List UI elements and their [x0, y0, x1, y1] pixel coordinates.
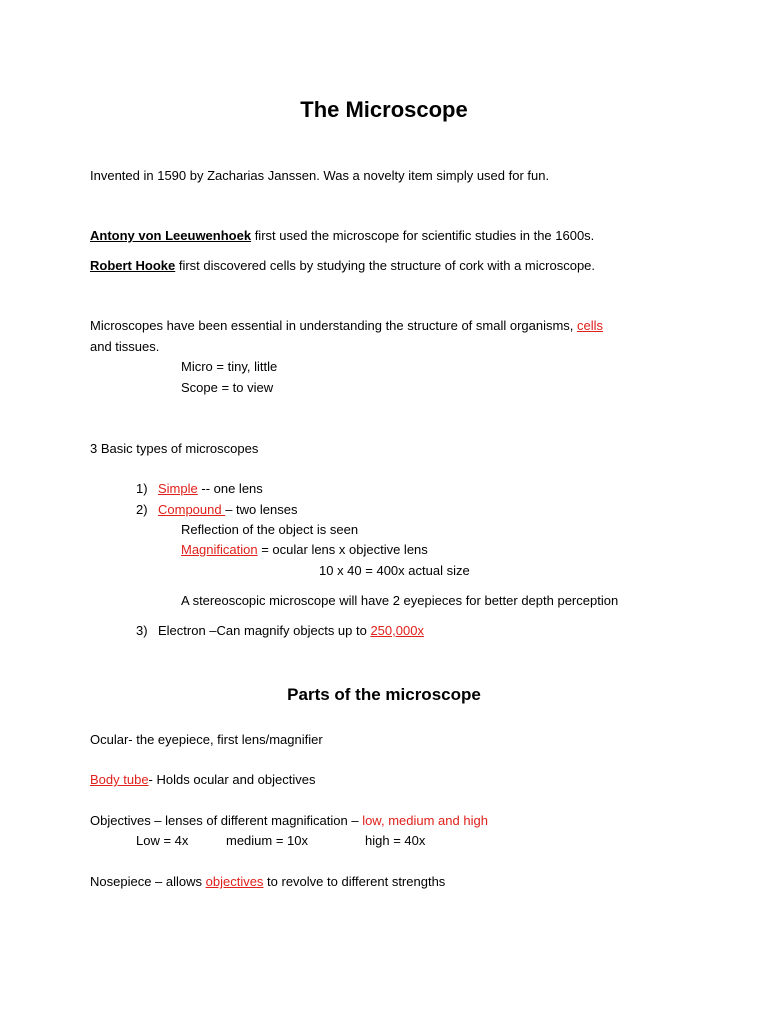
types-heading: 3 Basic types of microscopes [90, 441, 259, 456]
nosepiece-line [90, 874, 445, 890]
scope-definition: Scope = to view [181, 380, 274, 395]
nosepiece-text-end: to revolve to different strengths [263, 874, 446, 889]
body-tube-link[interactable]: Body tube [90, 772, 149, 787]
body-tube-text: - Holds ocular and objectives [148, 772, 316, 787]
ocular-text: Ocular- the eyepiece, first lens/magnifier [90, 732, 323, 747]
list-item-simple [136, 481, 263, 497]
cells-link[interactable]: cells [577, 318, 604, 333]
magnification-calc: 10 x 40 = 400x actual size [319, 563, 470, 578]
essential-line-2: and tissues. [90, 339, 160, 354]
micro-definition: Micro = tiny, little [181, 359, 278, 374]
hooke-text: first discovered cells by studying the structure of cork with a microscope. [175, 258, 596, 273]
list-number: 2) [136, 502, 148, 517]
list-item-text: Electron –Can magnify objects up to [158, 623, 371, 638]
level-high: high = 40x [365, 833, 426, 848]
objectives-line [90, 813, 488, 829]
nosepiece-text: Nosepiece – allows [90, 874, 206, 889]
magnification-line [181, 542, 428, 558]
reflection-text: Reflection of the object is seen [181, 522, 359, 537]
leeuwenhoek-text: first used the microscope for scientific studies in the 1600s. [251, 228, 595, 243]
level-low: Low = 4x [136, 833, 189, 848]
list-number: 1) [136, 481, 148, 496]
objectives-levels-text: low, medium and high [362, 813, 488, 828]
stereo-text: A stereoscopic microscope will have 2 eyepieces for better depth perception [181, 593, 619, 608]
magnification-text: = ocular lens x objective lens [257, 542, 428, 557]
compound-link[interactable]: Compound [158, 502, 226, 517]
level-medium: medium = 10x [226, 833, 309, 848]
magnification-link[interactable]: Magnification [181, 542, 258, 557]
intro-text: Invented in 1590 by Zacharias Janssen. Was a novelty item simply used for fun. [90, 168, 550, 183]
leeuwenhoek-line [90, 228, 594, 244]
hooke-line [90, 258, 595, 274]
list-item-compound [136, 502, 297, 518]
essential-text: Microscopes have been essential in understanding the structure of small organisms, [90, 318, 578, 333]
page-title: The Microscope [300, 97, 468, 122]
body-tube-line [90, 772, 315, 788]
magnify-250000-link[interactable]: 250,000x [370, 623, 424, 638]
list-item-text: -- one lens [197, 481, 263, 496]
essential-line-1 [90, 318, 603, 334]
leeuwenhoek-name: Antony von Leeuwenhoek [90, 228, 252, 243]
list-number: 3) [136, 623, 148, 638]
hooke-name: Robert Hooke [90, 258, 176, 273]
objectives-text: Objectives – lenses of different magnification – [90, 813, 363, 828]
list-item-text: – two lenses [225, 502, 298, 517]
list-item-electron [136, 623, 424, 639]
objectives-link[interactable]: objectives [205, 874, 264, 889]
simple-link[interactable]: Simple [158, 481, 198, 496]
parts-heading: Parts of the microscope [287, 685, 481, 704]
